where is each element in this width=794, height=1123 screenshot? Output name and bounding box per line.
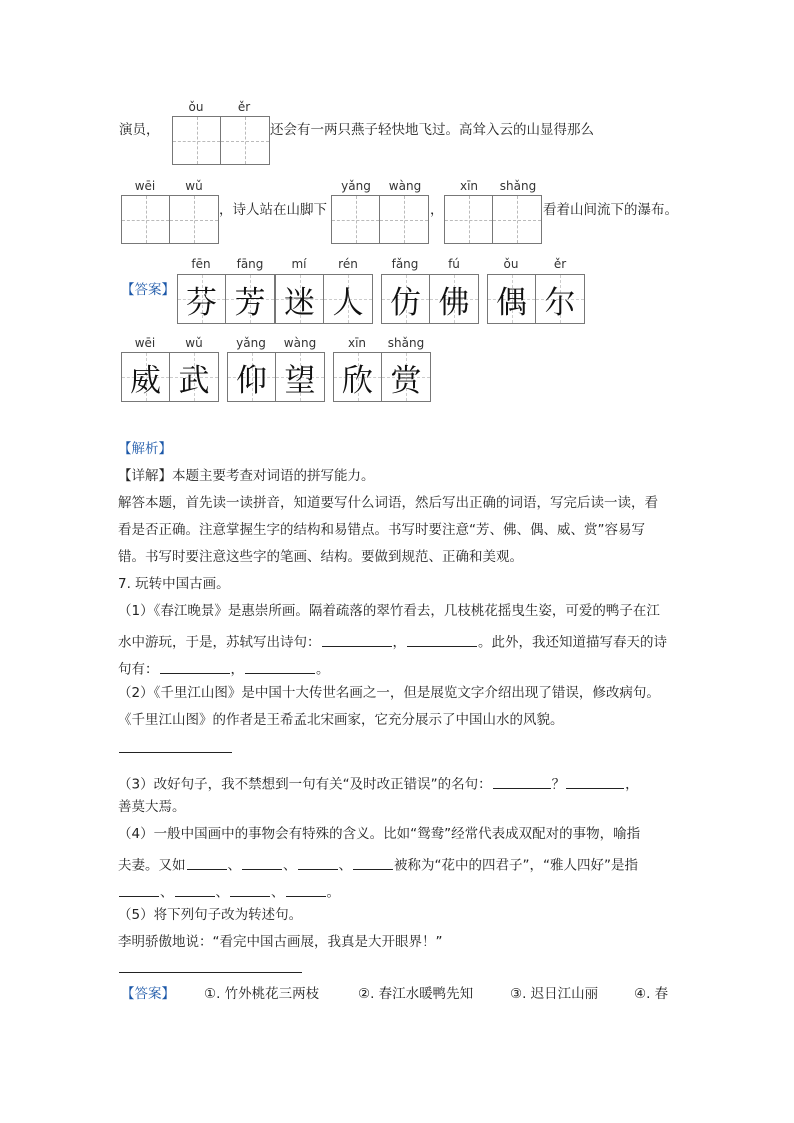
answer-grid-fenfang xyxy=(177,274,275,324)
text: 夫妻。又如 xyxy=(118,857,186,874)
answer-blank[interactable] xyxy=(286,882,326,897)
answer-grid-xinshang xyxy=(333,352,431,402)
answer-line[interactable] xyxy=(119,972,302,973)
text: ？ xyxy=(551,776,566,793)
writing-grid-weiwu[interactable] xyxy=(121,195,219,244)
pinyin-wang: wàng xyxy=(388,179,422,193)
answer-blank[interactable] xyxy=(298,855,338,870)
text: ， xyxy=(625,776,639,793)
pinyin-yang: yǎng xyxy=(341,179,371,193)
answer-blank[interactable] xyxy=(566,774,624,789)
answer-pinyin: ǒu xyxy=(503,257,519,271)
answer-pinyin: wàng xyxy=(283,336,317,350)
analysis-line: 解答本题，首先读一读拼音，知道要写什么词语，然后写出正确的词语，写完后读一读，看 xyxy=(118,495,658,511)
text: 、 xyxy=(160,884,174,901)
answer-pinyin: fú xyxy=(448,257,460,271)
grid-cell[interactable] xyxy=(221,117,269,164)
answer-pinyin: mí xyxy=(291,257,307,271)
row1-suffix: 还会有一两只燕子轻快地飞过。高耸入云的山显得那么 xyxy=(270,122,594,138)
writing-grid-ouer[interactable] xyxy=(172,116,270,165)
pinyin-ou: ǒu xyxy=(188,100,204,114)
answer-char-cell: 威 xyxy=(122,353,170,401)
text: 被称为“花中的四君子”，“雅人四好”是指 xyxy=(394,857,638,874)
answer-item: ③. 迟日江山丽 xyxy=(510,986,599,1002)
answer-char-cell: 仰 xyxy=(228,353,276,401)
writing-grid-yangwang[interactable] xyxy=(331,195,429,244)
pinyin-wu: wǔ xyxy=(185,179,203,193)
writing-grid-xinshang[interactable] xyxy=(444,195,542,244)
text: 句有： xyxy=(118,661,159,678)
answer-blank[interactable] xyxy=(322,632,392,647)
grid-cell[interactable] xyxy=(170,196,218,243)
grid-cell[interactable] xyxy=(493,196,541,243)
answer-blank[interactable] xyxy=(493,774,551,789)
answer-blank[interactable] xyxy=(245,659,315,674)
analysis-line: 错。书写时要注意这些字的笔画、结构。要做到规范、正确和美观。 xyxy=(118,549,523,565)
grid-cell[interactable] xyxy=(122,196,170,243)
answer-char-cell: 欣 xyxy=(334,353,382,401)
q7-p4-line1: （4）一般中国画中的事物会有特殊的含义。比如“鸳鸯”经常代表成双配对的事物，喻指 xyxy=(118,826,641,842)
answer-char-cell: 赏 xyxy=(382,353,430,401)
answer-pinyin: wǔ xyxy=(185,336,203,350)
answer-char-cell: 偶 xyxy=(488,275,536,323)
text: 、 xyxy=(338,857,352,874)
grid-cell[interactable] xyxy=(445,196,493,243)
question-title: 7. 玩转中国古画。 xyxy=(118,576,230,592)
answer-blank[interactable] xyxy=(160,659,230,674)
grid-cell[interactable] xyxy=(173,117,221,164)
answer-item: ④. 春 xyxy=(634,986,669,1002)
answer-grid-miren xyxy=(275,274,373,324)
analysis-heading: 【解析】 xyxy=(118,441,172,457)
analysis-line: 看是否正确。注意掌握生字的结构和易错点。书写时要注意“芳、佛、偶、威、赏”容易写 xyxy=(118,522,645,538)
row1-prefix: 演员， xyxy=(119,122,160,138)
answer-char-cell: 尔 xyxy=(536,275,584,323)
pinyin-xin: xīn xyxy=(459,179,479,193)
answer-pinyin: xīn xyxy=(347,336,367,350)
q7-p2-line2: 《千里江山图》的作者是王希孟北宋画家，它充分展示了中国山水的风貌。 xyxy=(118,712,564,728)
q7-p2-line1: （2）《千里江山图》是中国十大传世名画之一，但是展览文字介绍出现了错误，修改病句。 xyxy=(118,685,660,701)
answer-label: 【答案】 xyxy=(121,282,175,298)
answer-line[interactable] xyxy=(119,752,232,753)
answer-pinyin: wēi xyxy=(134,336,156,350)
answer-item: ①. 竹外桃花三两枝 xyxy=(204,986,320,1002)
detail-line xyxy=(118,470,375,484)
answer-blank[interactable] xyxy=(242,855,282,870)
q7-p3-line2: 善莫大焉。 xyxy=(118,799,186,815)
answer-grid-fangfu xyxy=(381,274,479,324)
q7-p5-line1: （5）将下列句子改为转述句。 xyxy=(118,907,303,923)
answer-blank[interactable] xyxy=(175,882,215,897)
grid-cell[interactable] xyxy=(332,196,380,243)
answer-grid-yangwang xyxy=(227,352,325,402)
answer-pinyin: rén xyxy=(338,257,358,271)
text: 、 xyxy=(215,884,229,901)
answer-char-cell: 望 xyxy=(276,353,324,401)
text: 、 xyxy=(271,884,285,901)
answer-char-cell: 迷 xyxy=(276,275,324,323)
answer-blank[interactable] xyxy=(407,632,477,647)
answer-char-cell: 芳 xyxy=(226,275,274,323)
q7-p5-line2: 李明骄傲地说：“看完中国古画展，我真是大开眼界！” xyxy=(118,934,443,950)
pinyin-wei: wēi xyxy=(134,179,156,193)
text: ， xyxy=(230,661,244,678)
q7-p1-line1: （1）《春江晚景》是惠崇所画。隔着疏落的翠竹看去，几枝桃花摇曳生姿，可爱的鸭子在江 xyxy=(118,603,660,619)
q7-p4-line3 xyxy=(118,882,340,900)
detail-text: 本题主要考查对词语的拼写能力。 xyxy=(172,468,375,484)
pinyin-er: ěr xyxy=(237,100,251,114)
answer-char-cell: 佛 xyxy=(430,275,478,323)
answer-label: 【答案】 xyxy=(121,986,175,1002)
answer-char-cell: 仿 xyxy=(382,275,430,323)
answer-blank[interactable] xyxy=(187,855,227,870)
detail-tag: 【详解】 xyxy=(118,468,172,484)
text: 水中游玩，于是，苏轼写出诗句： xyxy=(118,634,321,651)
answer-char-cell: 人 xyxy=(324,275,372,323)
answer-blank[interactable] xyxy=(119,882,159,897)
text: 。此外，我还知道描写春天的诗 xyxy=(478,634,667,651)
answer-blank[interactable] xyxy=(353,855,393,870)
q7-p4-line2 xyxy=(118,855,638,873)
q7-p1-line2 xyxy=(118,632,667,650)
answer-blank[interactable] xyxy=(230,882,270,897)
row2-text-2: ， xyxy=(430,202,444,218)
text: 、 xyxy=(227,857,241,874)
row2-suffix: 看着山间流下的瀑布。 xyxy=(543,202,678,218)
answer-pinyin: fǎng xyxy=(391,257,419,271)
answer-grid-weiwu xyxy=(121,352,219,402)
row2-text-1: ，诗人站在山脚下 xyxy=(219,202,327,218)
answer-pinyin: ěr xyxy=(553,257,567,271)
text: ， xyxy=(392,634,406,651)
answer-pinyin: fēn xyxy=(191,257,211,271)
answer-char-cell: 武 xyxy=(170,353,218,401)
answer-char-cell: 芬 xyxy=(178,275,226,323)
text: 、 xyxy=(283,857,297,874)
pinyin-shang: shǎng xyxy=(499,179,537,193)
answer-pinyin: shǎng xyxy=(387,336,425,350)
text: （3）改好句子，我不禁想到一句有关“及时改正错误”的名句： xyxy=(118,776,492,793)
q7-p3-line1 xyxy=(118,774,639,792)
answer-grid-ouer xyxy=(487,274,585,324)
text: 。 xyxy=(316,661,330,678)
q7-p1-line3 xyxy=(118,659,330,677)
text: 。 xyxy=(326,884,340,901)
answer-pinyin: fāng xyxy=(236,257,264,271)
answer-item: ②. 春江水暖鸭先知 xyxy=(358,986,474,1002)
grid-cell[interactable] xyxy=(380,196,428,243)
answer-pinyin: yǎng xyxy=(236,336,266,350)
